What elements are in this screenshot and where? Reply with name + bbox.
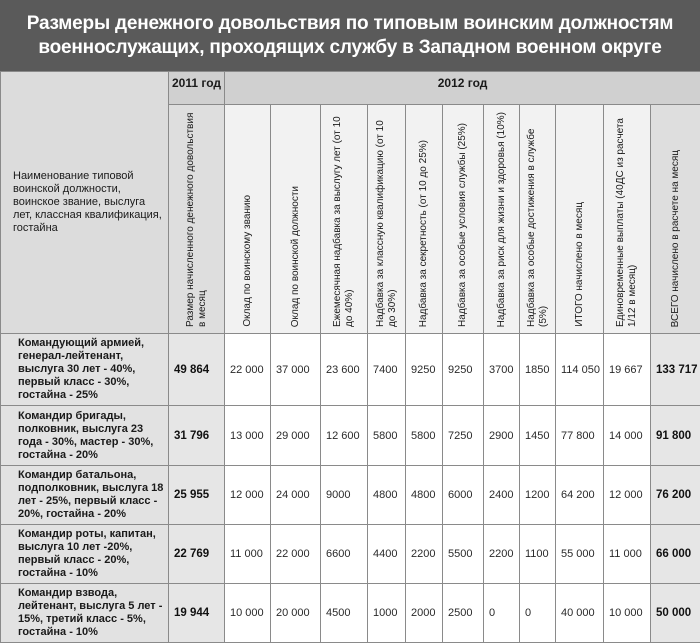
table-row bbox=[1, 406, 700, 466]
cell-value: 6000 bbox=[443, 466, 484, 525]
cell-value: 1850 bbox=[520, 334, 556, 406]
cell-value: 37 000 bbox=[271, 334, 321, 406]
cell-value: 50 000 bbox=[651, 584, 700, 643]
cell-value: 22 000 bbox=[225, 334, 271, 406]
column-header bbox=[225, 105, 271, 334]
cell-value: 114 050 bbox=[556, 334, 604, 406]
cell-value: 5500 bbox=[443, 525, 484, 584]
column-header bbox=[484, 105, 520, 334]
cell-value: 9000 bbox=[321, 466, 368, 525]
cell-value: 49 864 bbox=[169, 334, 225, 406]
cell-value: 22 000 bbox=[271, 525, 321, 584]
cell-value: 20 000 bbox=[271, 584, 321, 643]
cell-value: 133 717 bbox=[651, 334, 700, 406]
row-name: Командир бригады, полковник, выслуга 23 года - 30%, мастер - 30%, гостайна - 20% bbox=[1, 406, 169, 466]
cell-value: 6600 bbox=[321, 525, 368, 584]
column-header-label: Надбавка за особые условия службы (25%) bbox=[457, 117, 469, 333]
cell-value: 24 000 bbox=[271, 466, 321, 525]
cell-value: 2000 bbox=[406, 584, 443, 643]
cell-value: 11 000 bbox=[604, 525, 651, 584]
cell-value: 9250 bbox=[406, 334, 443, 406]
cell-value: 23 600 bbox=[321, 334, 368, 406]
cell-value: 2200 bbox=[406, 525, 443, 584]
table-row bbox=[1, 466, 700, 525]
table-row bbox=[1, 525, 700, 584]
column-header-total bbox=[651, 105, 700, 334]
salary-table bbox=[0, 71, 700, 643]
column-header-label: Оклад по воинскому званию bbox=[242, 189, 254, 333]
column-header-label: Оклад по воинской должности bbox=[290, 180, 302, 333]
column-header-label: Размер начисленного денежного довольствия в месяц bbox=[185, 105, 209, 333]
cell-value: 10 000 bbox=[604, 584, 651, 643]
cell-value: 2200 bbox=[484, 525, 520, 584]
cell-value: 4500 bbox=[321, 584, 368, 643]
column-header-label: Надбавка за особые достижения в службе (5%) bbox=[526, 105, 550, 333]
row-name: Командующий армией, генерал-лейтенант, выслуга 30 лет - 40%, первый класс - 30%, гостайна - 25% bbox=[1, 334, 169, 406]
column-header bbox=[271, 105, 321, 334]
cell-value: 7400 bbox=[368, 334, 406, 406]
cell-value: 1200 bbox=[520, 466, 556, 525]
column-header bbox=[406, 105, 443, 334]
title-bar bbox=[0, 0, 700, 71]
cell-value: 2900 bbox=[484, 406, 520, 466]
cell-value: 4800 bbox=[368, 466, 406, 525]
cell-value: 0 bbox=[484, 584, 520, 643]
cell-value: 40 000 bbox=[556, 584, 604, 643]
cell-value: 12 000 bbox=[225, 466, 271, 525]
cell-value: 14 000 bbox=[604, 406, 651, 466]
column-header bbox=[443, 105, 484, 334]
cell-value: 9250 bbox=[443, 334, 484, 406]
column-header bbox=[520, 105, 556, 334]
cell-value: 5800 bbox=[406, 406, 443, 466]
cell-value: 5800 bbox=[368, 406, 406, 466]
column-header-2011 bbox=[169, 105, 225, 334]
column-header bbox=[556, 105, 604, 334]
cell-value: 19 944 bbox=[169, 584, 225, 643]
cell-value: 22 769 bbox=[169, 525, 225, 584]
column-header bbox=[368, 105, 406, 334]
cell-value: 91 800 bbox=[651, 406, 700, 466]
column-header-label: Единовременные выплаты (40ДС из расчета 1/12 в месяц) bbox=[615, 105, 639, 333]
table-row bbox=[1, 334, 700, 406]
year-2011: 2011 год bbox=[169, 72, 225, 105]
column-header-label: ВСЕГО начислено в расчете на месяц bbox=[670, 144, 682, 333]
cell-value: 13 000 bbox=[225, 406, 271, 466]
cell-value: 3700 bbox=[484, 334, 520, 406]
cell-value: 4800 bbox=[406, 466, 443, 525]
cell-value: 4400 bbox=[368, 525, 406, 584]
row-name: Командир батальона, подполковник, выслуга 18 лет - 25%, первый класс - 20%, гостайна - 20% bbox=[1, 466, 169, 525]
column-header bbox=[321, 105, 368, 334]
cell-value: 12 600 bbox=[321, 406, 368, 466]
cell-value: 31 796 bbox=[169, 406, 225, 466]
table-row bbox=[1, 584, 700, 643]
cell-value: 25 955 bbox=[169, 466, 225, 525]
cell-value: 11 000 bbox=[225, 525, 271, 584]
column-header-label: Надбавка за секретность (от 10 до 25%) bbox=[418, 134, 430, 333]
column-header-label: Надбавка за классную квалификацию (от 10 до 30%) bbox=[375, 105, 399, 333]
year-2012: 2012 год bbox=[225, 72, 700, 105]
year-header-row bbox=[1, 72, 700, 105]
cell-value: 2500 bbox=[443, 584, 484, 643]
column-header-label: Надбавка за риск для жизни и здоровья (10%) bbox=[496, 106, 508, 333]
row-name: Командир роты, капитан, выслуга 10 лет -20%, первый класс - 20%, гостайна - 10% bbox=[1, 525, 169, 584]
cell-value: 7250 bbox=[443, 406, 484, 466]
cell-value: 0 bbox=[520, 584, 556, 643]
cell-value: 19 667 bbox=[604, 334, 651, 406]
column-header-label: ИТОГО начислено в месяц bbox=[574, 196, 586, 333]
cell-value: 66 000 bbox=[651, 525, 700, 584]
cell-value: 2400 bbox=[484, 466, 520, 525]
cell-value: 10 000 bbox=[225, 584, 271, 643]
cell-value: 64 200 bbox=[556, 466, 604, 525]
column-header-label: Ежемесячная надбавка за выслугу лет (от 10 до 40%) bbox=[332, 105, 356, 333]
cell-value: 76 200 bbox=[651, 466, 700, 525]
row-header: Наименование типовой воинской должности, воинское звание, выслуга лет, классная квалификация, гостайна bbox=[1, 72, 169, 334]
column-header bbox=[604, 105, 651, 334]
cell-value: 1100 bbox=[520, 525, 556, 584]
cell-value: 12 000 bbox=[604, 466, 651, 525]
page-title: Размеры денежного довольствия по типовым воинским должностям военнослужащих, проходящих службу в Западном военном округе bbox=[0, 12, 700, 60]
cell-value: 55 000 bbox=[556, 525, 604, 584]
cell-value: 1000 bbox=[368, 584, 406, 643]
row-name: Командир взвода, лейтенант, выслуга 5 лет - 15%, третий класс - 5%, гостайна - 10% bbox=[1, 584, 169, 643]
cell-value: 1450 bbox=[520, 406, 556, 466]
cell-value: 29 000 bbox=[271, 406, 321, 466]
cell-value: 77 800 bbox=[556, 406, 604, 466]
